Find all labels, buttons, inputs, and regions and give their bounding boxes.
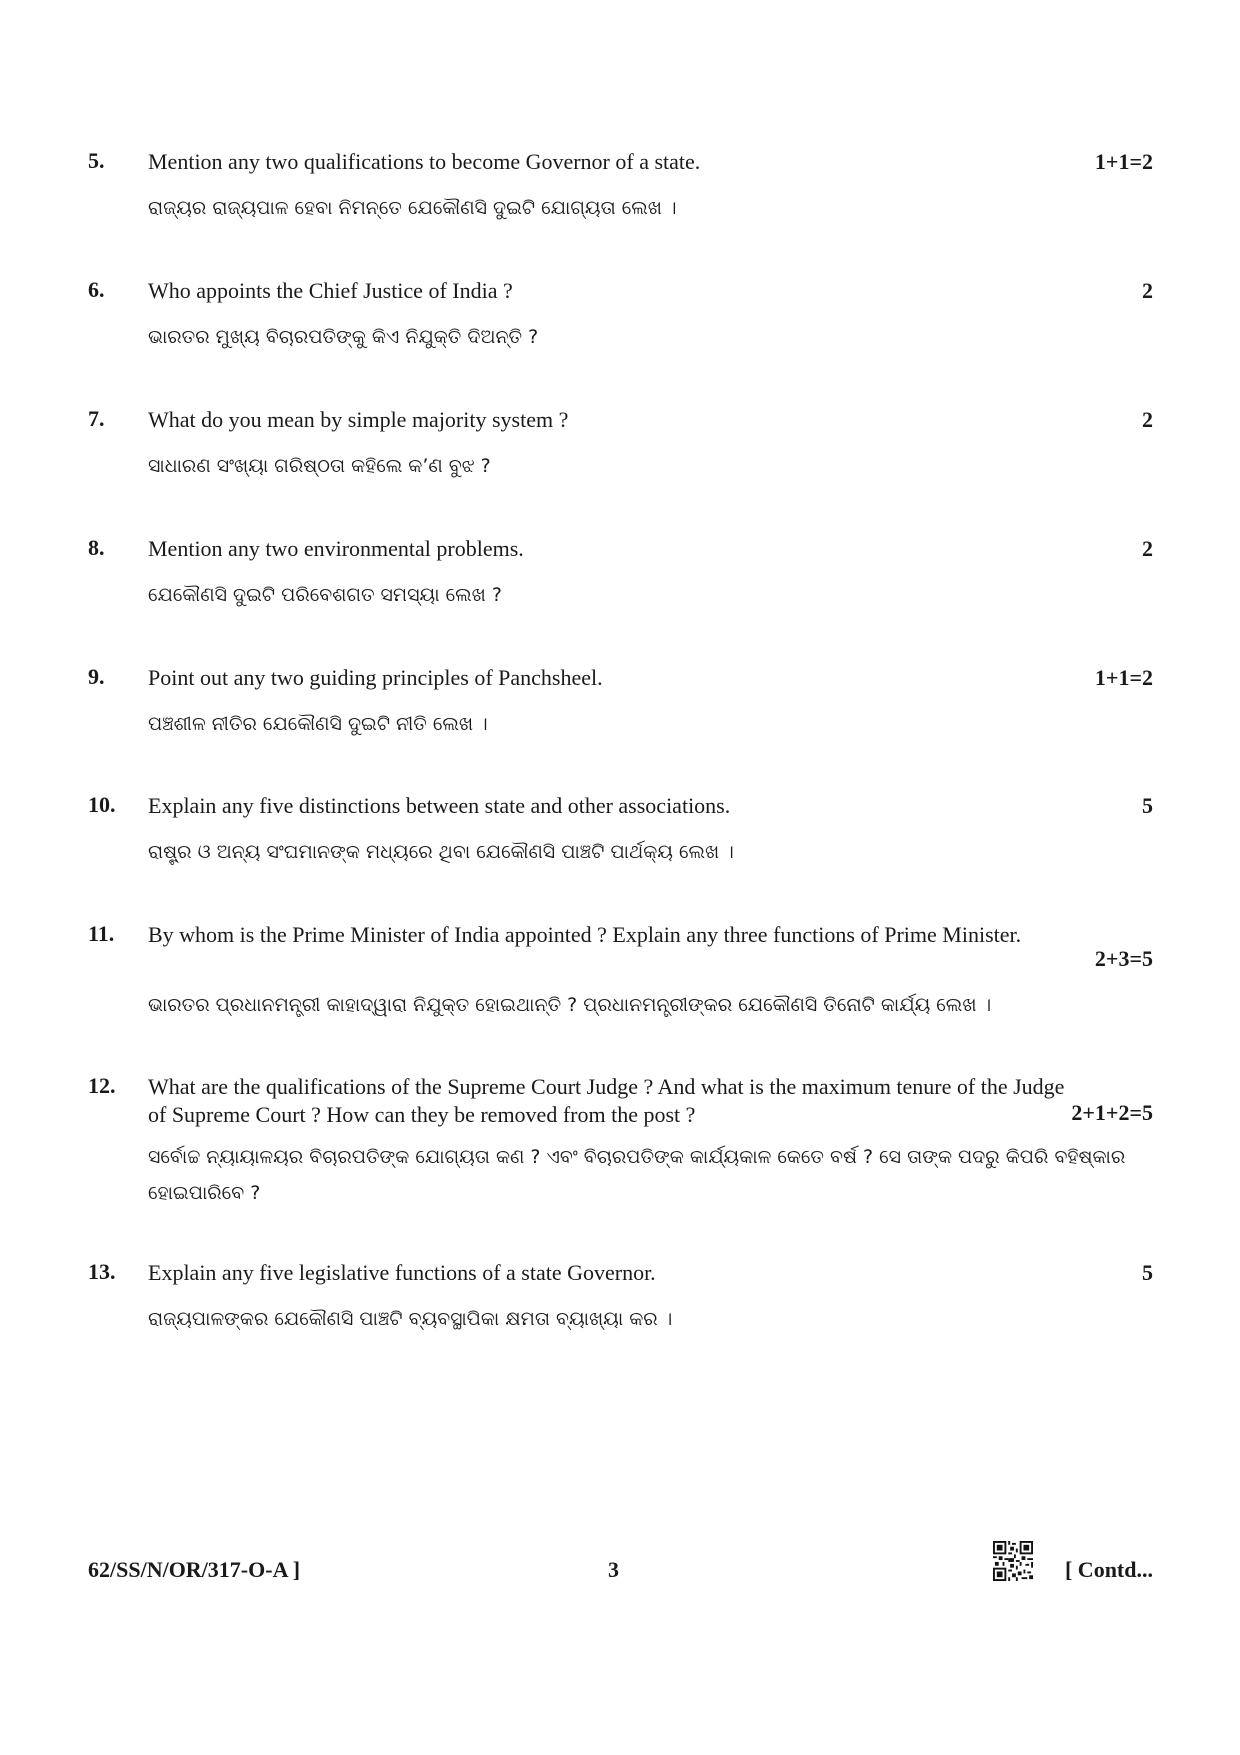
question-text-odia: ରାଷ୍ଟ୍ର ଓ ଅନ୍ୟ ସଂଘମାନଙ୍କ ମଧ୍ୟରେ ଥିବା ଯେକୌଣସି ପାଞ୍ଚଟି ପାର୍ଥକ୍ୟ ଲେଖ । xyxy=(148,841,734,863)
question-text-odia: ସାଧାରଣ ସଂଖ୍ୟା ଗରିଷ୍ଠତା କହିଲେ କ’ଣ ବୁଝ ? xyxy=(148,455,491,477)
question-marks: 2 xyxy=(1142,407,1153,432)
question-text-odia: ଯେକୌଣସି ଦୁଇଟି ପରିବେଶଗତ ସମସ୍ୟା ଲେଖ ? xyxy=(148,584,502,606)
page-number: 3 xyxy=(608,1557,619,1582)
question-text-odia: ରାଜ୍ୟର ରାଜ୍ୟପାଳ ହେବା ନିମନ୍ତେ ଯେକୌଣସି ଦୁଇଟି ଯୋଗ୍ୟତା ଲେଖ । xyxy=(148,197,677,219)
question-text-english: Explain any five distinctions between state and other associations. xyxy=(148,793,731,818)
question-number: 5. xyxy=(88,148,105,173)
question-text-odia: ଭାରତର ମୁଖ୍ୟ ବିଚାରପତିଙ୍କୁ କିଏ ନିଯୁକ୍ତି ଦିଅନ୍ତି ? xyxy=(148,326,539,348)
question-marks: 2 xyxy=(1142,278,1153,303)
question-number: 9. xyxy=(88,664,105,689)
question-marks: 5 xyxy=(1142,1260,1153,1285)
question-number: 12. xyxy=(88,1073,116,1098)
question-text-odia: ପଞ୍ଚଶୀଳ ନୀତିର ଯେକୌଣସି ଦୁଇଟି ନୀତି ଲେଖ । xyxy=(148,713,488,735)
question-marks: 2+3=5 xyxy=(1094,946,1153,971)
question-text-english: Mention any two environmental problems. xyxy=(148,536,524,561)
question-text-odia: ଭାରତର ପ୍ରଧାନମନ୍ତ୍ରୀ କାହାଦ୍ୱାରା ନିଯୁକ୍ତ ହୋଇଥାନ୍ତି ? ପ୍ରଧାନମନ୍ତ୍ରୀଙ୍କର ଯେକୌଣସି ତିନୋଟି କାର୍ଯ୍ୟ ଲେଖ । xyxy=(148,994,992,1016)
question-text-english: Point out any two guiding principles of Panchsheel. xyxy=(148,665,603,690)
question-text-english: Who appoints the Chief Justice of India ? xyxy=(148,278,513,303)
question-number: 7. xyxy=(88,406,105,431)
question-text-english: Explain any five legislative functions of a state Governor. xyxy=(148,1260,656,1285)
question-marks: 1+1=2 xyxy=(1094,149,1153,174)
question-marks: 2 xyxy=(1142,536,1153,561)
question-number: 13. xyxy=(88,1259,116,1284)
paper-code: 62/SS/N/OR/317-O-A ] xyxy=(88,1557,301,1582)
question-text-english: What are the qualifications of the Supreme Court Judge ? And what is the maximum tenure of the Judge of Supreme Court ? How can they be removed from the post ? xyxy=(148,1074,1065,1127)
question-number: 10. xyxy=(88,792,116,817)
question-text-english: Mention any two qualifications to become Governor of a state. xyxy=(148,149,701,174)
question-marks: 5 xyxy=(1142,793,1153,818)
question-text-english: What do you mean by simple majority system ? xyxy=(148,407,569,432)
question-number: 8. xyxy=(88,535,105,560)
question-marks: 1+1=2 xyxy=(1094,665,1153,690)
question-marks: 2+1+2=5 xyxy=(1071,1100,1153,1125)
question-text-odia: ରାଜ୍ୟପାଳଙ୍କର ଯେକୌଣସି ପାଞ୍ଚଟି ବ୍ୟବସ୍ଥାପିକା କ୍ଷମତା ବ୍ୟାଖ୍ୟା କର । xyxy=(148,1308,673,1330)
question-text-english: By whom is the Prime Minister of India appointed ? Explain any three functions of Prime Minister. xyxy=(148,922,1022,947)
question-number: 6. xyxy=(88,277,105,302)
question-text-odia: ସର୍ବୋଚ୍ଚ ନ୍ୟାୟାଳୟର ବିଚାରପତିଙ୍କ ଯୋଗ୍ୟତା କଣ ? ଏବଂ ବିଚାରପତିଙ୍କ କାର୍ଯ୍ୟକାଳ କେତେ ବର୍ଷ ? ସେ ତାଙ୍କ ପଦରୁ କିପରି ବହିଷ୍କାର ହୋଇପାରିବେ ? xyxy=(148,1146,1126,1204)
question-number: 11. xyxy=(88,921,115,946)
continued-label: [ Contd... xyxy=(1064,1557,1153,1582)
qr-code-icon xyxy=(993,1541,1033,1581)
